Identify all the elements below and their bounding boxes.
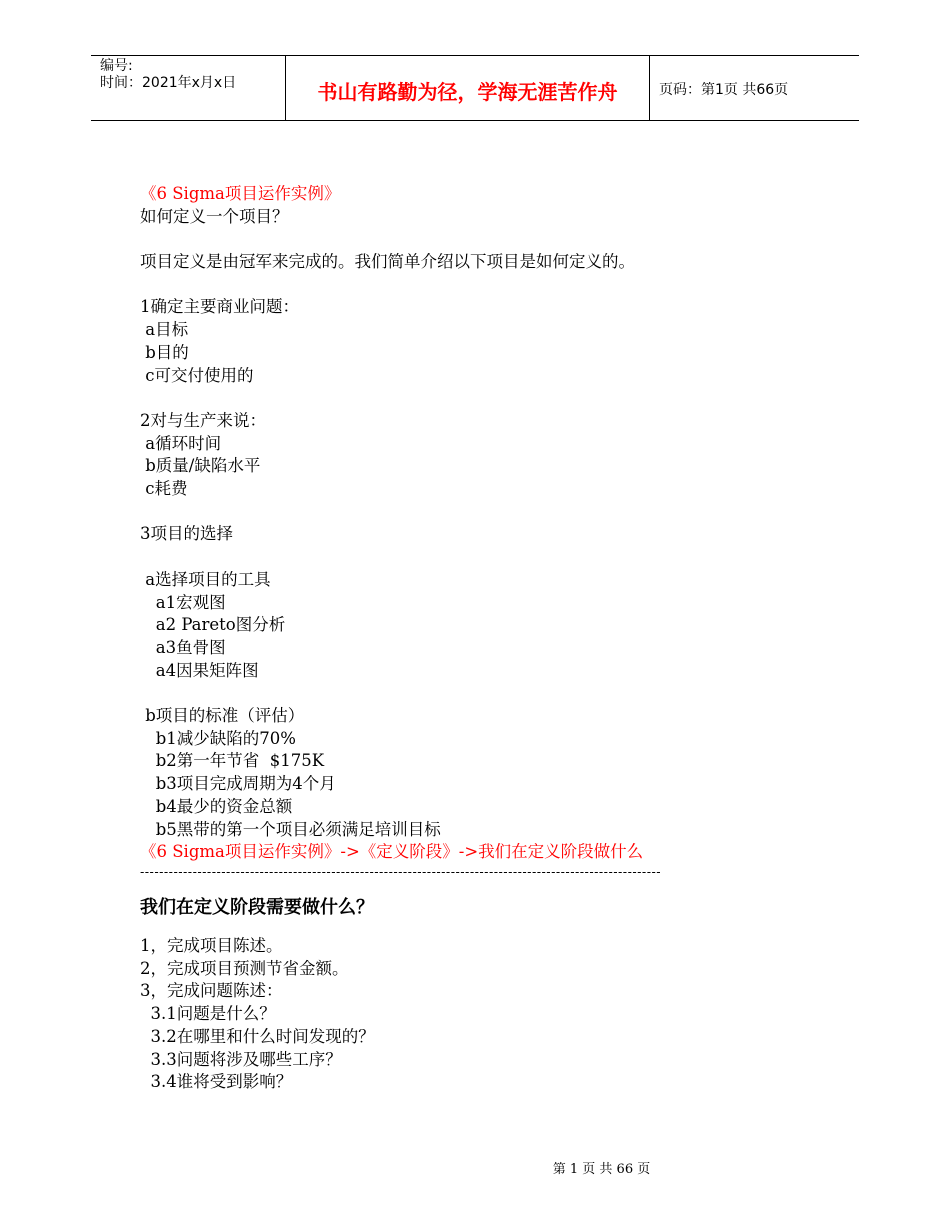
header-meta <box>91 56 286 120</box>
page-footer: 第 1 页 共 66 页 <box>552 1162 651 1177</box>
list-item: 2，完成项目预测节省金额。 <box>140 958 349 978</box>
list-item: b质量/缺陷水平 <box>140 456 261 476</box>
time-label: 时间：2021年x月x日 <box>100 75 237 91</box>
list-item: 1，完成项目陈述。 <box>140 936 283 955</box>
list-item: 3.2在哪里和什么时间发现的？ <box>140 1026 375 1046</box>
list-item: c可交付使用的 <box>140 365 254 385</box>
list-item: b2第一年节省 $175K <box>140 751 325 771</box>
page-header <box>91 55 859 121</box>
code-label: 编号: <box>100 58 133 74</box>
divider: ------------------------------------------------------------------------------------------------------------- <box>140 865 662 879</box>
list-item: a目标 <box>140 320 189 340</box>
list-item: 3，完成问题陈述： <box>140 981 283 1001</box>
section3-title: 3项目的选择 <box>140 524 233 544</box>
tools-title: a选择项目的工具 <box>140 569 271 589</box>
list-item: 3.3问题将涉及哪些工序？ <box>140 1049 342 1069</box>
list-item: 3.4谁将受到影响？ <box>140 1072 293 1092</box>
title-link[interactable]: 《6 Sigma项目运作实例》 <box>140 184 341 203</box>
list-item: b5黑带的第一个项目必须满足培训目标 <box>140 819 441 839</box>
list-item: a2 Pareto图分析 <box>140 615 286 635</box>
question: 如何定义一个项目？ <box>140 206 289 226</box>
section1-title: 1确定主要商业问题： <box>140 297 299 317</box>
intro-paragraph: 项目定义是由冠军来完成的。我们简单介绍以下项目是如何定义的。 <box>140 252 635 272</box>
section2-title: 2对与生产来说： <box>140 410 266 430</box>
list-item: b1减少缺陷的70% <box>140 728 296 748</box>
header-motto: 书山有路勤为径，学海无涯苦作舟 <box>286 56 650 120</box>
header-page-info: 页码：第1页 共66页 <box>659 82 789 98</box>
list-item: a3鱼骨图 <box>140 637 226 657</box>
criteria-title: b项目的标准（评估） <box>140 706 305 726</box>
list-item: c耗费 <box>140 479 188 499</box>
list-item: b目的 <box>140 342 189 362</box>
list-item: b4最少的资金总额 <box>140 796 293 816</box>
list-item: a循环时间 <box>140 433 222 453</box>
document-body <box>140 183 860 1094</box>
list-item: 3.1问题是什么？ <box>140 1004 276 1024</box>
breadcrumb[interactable]: 《6 Sigma项目运作实例》->《定义阶段》->我们在定义阶段做什么 <box>140 842 644 862</box>
list-item: a4因果矩阵图 <box>140 660 259 680</box>
list-item: a1宏观图 <box>140 592 226 612</box>
list-item: b3项目完成周期为4个月 <box>140 774 336 794</box>
section-heading: 我们在定义阶段需要做什么？ <box>140 897 374 918</box>
